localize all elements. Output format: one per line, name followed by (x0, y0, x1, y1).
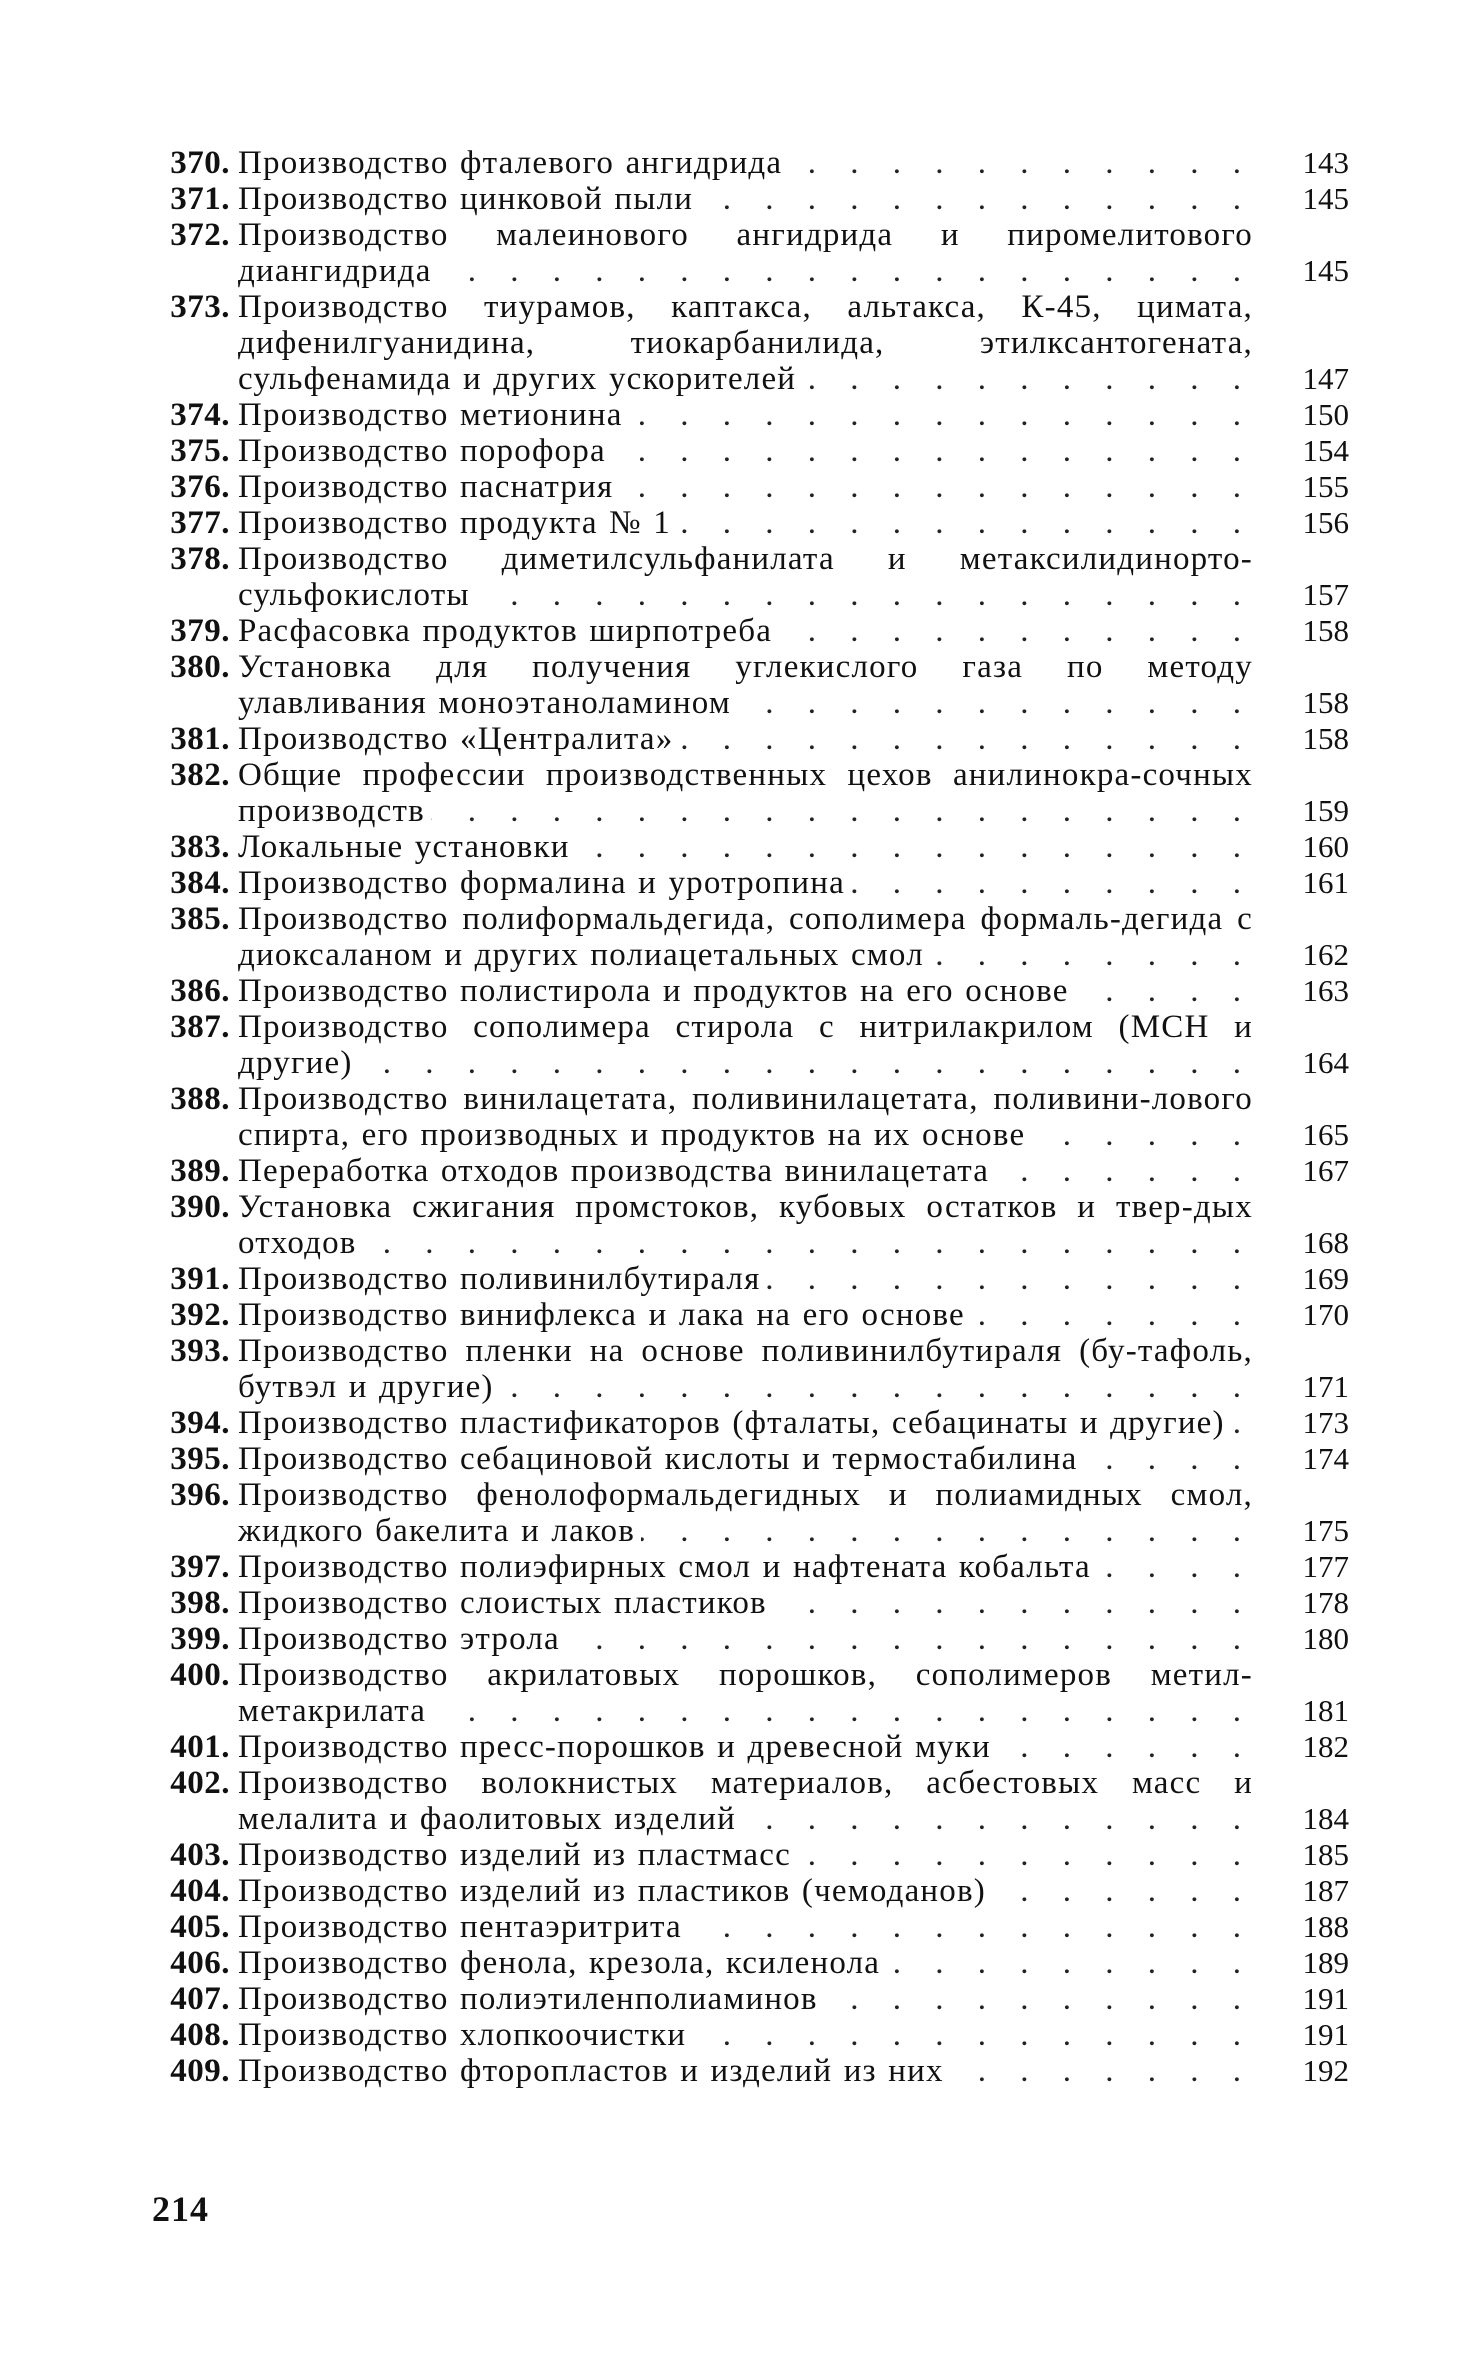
entry-number: 408. (170, 2017, 230, 2053)
entry-page: 189 (1302, 1945, 1349, 1980)
entry-title (238, 1981, 1253, 2017)
toc-entry (150, 217, 1355, 289)
entry-title-text: Производство изделий из пластиков (чемоданов) (238, 1873, 992, 1909)
entry-number: 374. (170, 397, 230, 433)
toc-entry (150, 1621, 1355, 1657)
page-number: 214 (152, 2189, 209, 2229)
entry-title (238, 1009, 1253, 1081)
entry-title (238, 1189, 1253, 1261)
entry-title (238, 649, 1253, 721)
entry-title-text: Производство полиэфирных смол и нафтената кобальта (238, 1549, 1097, 1585)
entry-title (238, 1621, 1253, 1657)
entry-number: 401. (170, 1729, 230, 1765)
table-of-contents (150, 145, 1355, 2089)
entry-title-text: Локальные установки (238, 829, 576, 865)
entry-number: 385. (170, 901, 230, 937)
toc-entry (150, 181, 1355, 217)
entry-number: 384. (170, 865, 230, 901)
entry-title (238, 721, 1253, 757)
entry-number: 370. (170, 145, 230, 181)
entry-title-text: Производство хлопкоочистки (238, 2017, 692, 2053)
entry-title (238, 1873, 1253, 1909)
entry-title (238, 1261, 1253, 1297)
entry-number: 393. (170, 1333, 230, 1369)
entry-title-text: Производство метионина (238, 397, 629, 433)
entry-title-text: Производство «Централита» (238, 721, 679, 757)
entry-title (238, 217, 1253, 289)
entry-title (238, 1729, 1253, 1765)
entry-number: 372. (170, 217, 230, 253)
entry-number: 380. (170, 649, 230, 685)
entry-page: 171 (1302, 1369, 1349, 1404)
entry-number: 390. (170, 1189, 230, 1225)
entry-title-text: Производство фенола, крезола, ксиленола (238, 1945, 886, 1981)
entry-page: 185 (1302, 1837, 1349, 1872)
entry-title (238, 541, 1253, 613)
entry-title (238, 901, 1253, 973)
toc-entry (150, 1657, 1355, 1729)
entry-title (238, 145, 1253, 181)
entry-number: 373. (170, 289, 230, 325)
entry-page: 161 (1302, 865, 1349, 900)
entry-page: 177 (1302, 1549, 1349, 1584)
toc-entry (150, 613, 1355, 649)
entry-number: 381. (170, 721, 230, 757)
entry-page: 156 (1302, 505, 1349, 540)
entry-page: 158 (1302, 721, 1349, 756)
toc-entry (150, 901, 1355, 973)
entry-page: 163 (1302, 973, 1349, 1008)
entry-page: 174 (1302, 1441, 1349, 1476)
entry-page: 143 (1302, 145, 1349, 180)
entry-title (238, 1297, 1253, 1333)
entry-title (238, 1441, 1253, 1477)
entry-title (238, 397, 1253, 433)
entry-page: 191 (1302, 2017, 1349, 2052)
entry-title-text: Производство полиэтиленполиаминов (238, 1981, 824, 2017)
entry-title (238, 829, 1253, 865)
entry-page: 145 (1302, 181, 1349, 216)
entry-title-text: Производство продукта № 1 (238, 505, 677, 541)
entry-title-text: Производство цинковой пыли (238, 181, 699, 217)
toc-entry (150, 1945, 1355, 1981)
entry-page: 168 (1302, 1225, 1349, 1260)
entry-page: 155 (1302, 469, 1349, 504)
entry-page: 154 (1302, 433, 1349, 468)
entry-page: 181 (1302, 1693, 1349, 1728)
entry-title (238, 469, 1253, 505)
entry-number: 395. (170, 1441, 230, 1477)
entry-title (238, 1945, 1253, 1981)
entry-title-text: Производство поливинилбутираля (238, 1261, 766, 1297)
entry-page: 187 (1302, 1873, 1349, 1908)
entry-number: 387. (170, 1009, 230, 1045)
entry-page: 145 (1302, 253, 1349, 288)
entry-title (238, 757, 1253, 829)
entry-number: 388. (170, 1081, 230, 1117)
toc-entry (150, 1909, 1355, 1945)
entry-title-text: Общие профессии производственных цехов анилинокра-сочных производств (238, 757, 1253, 829)
entry-number: 377. (170, 505, 230, 541)
entry-title (238, 181, 1253, 217)
toc-entry (150, 1729, 1355, 1765)
entry-title (238, 1837, 1253, 1873)
entry-title (238, 613, 1253, 649)
entry-number: 397. (170, 1549, 230, 1585)
entry-title-text: Производство пленки на основе поливинилбутираля (бу-тафоль, бутвэл и другие) (238, 1333, 1253, 1405)
entry-page: 160 (1302, 829, 1349, 864)
entry-page: 167 (1302, 1153, 1349, 1188)
toc-entry (150, 1009, 1355, 1081)
entry-page: 173 (1302, 1405, 1349, 1440)
toc-entry (150, 469, 1355, 505)
entry-number: 391. (170, 1261, 230, 1297)
toc-entry (150, 829, 1355, 865)
toc-entry (150, 1261, 1355, 1297)
entry-page: 175 (1302, 1513, 1349, 1548)
entry-title (238, 1405, 1253, 1441)
entry-title-text: Производство паснатрия (238, 469, 619, 505)
entry-title (238, 433, 1253, 469)
entry-title (238, 1549, 1253, 1585)
entry-title-text: Производство винилацетата, поливинилацетата, поливини-лового спирта, его производных и продуктов на их основе (238, 1081, 1253, 1153)
toc-entry (150, 2053, 1355, 2089)
toc-entry (150, 145, 1355, 181)
entry-title-text: Производство себациновой кислоты и термостабилина (238, 1441, 1083, 1477)
entry-title (238, 1909, 1253, 1945)
entry-number: 404. (170, 1873, 230, 1909)
entry-page: 147 (1302, 361, 1349, 396)
toc-entry (150, 865, 1355, 901)
entry-title-text: Производство волокнистых материалов, асбестовых масс и мелалита и фаолитовых изделий (238, 1765, 1253, 1837)
entry-page: 192 (1302, 2053, 1349, 2088)
toc-entry (150, 505, 1355, 541)
entry-title-text: Установка сжигания промстоков, кубовых остатков и твер-дых отходов (238, 1189, 1253, 1261)
entry-number: 375. (170, 433, 230, 469)
entry-title-text: Производство пентаэритрита (238, 1909, 688, 1945)
entry-title (238, 289, 1253, 397)
toc-entry (150, 289, 1355, 397)
entry-title-text: Переработка отходов производства винилацетата (238, 1153, 995, 1189)
toc-entry (150, 1405, 1355, 1441)
toc-entry (150, 1189, 1355, 1261)
toc-entry (150, 541, 1355, 613)
entry-title (238, 505, 1253, 541)
toc-entry (150, 1837, 1355, 1873)
entry-page: 150 (1302, 397, 1349, 432)
entry-page: 180 (1302, 1621, 1349, 1656)
toc-entry (150, 2017, 1355, 2053)
entry-title-text: Производство тиурамов, каптакса, альтакса, К-45, цимата, дифенилгуанидина, тиокарбанилида, этилксантогената, сульфенамида и других ускорителей (238, 289, 1253, 397)
entry-number: 376. (170, 469, 230, 505)
toc-entry (150, 433, 1355, 469)
entry-number: 383. (170, 829, 230, 865)
toc-entry (150, 1081, 1355, 1153)
toc-entry (150, 1441, 1355, 1477)
entry-title-text: Производство изделий из пластмасс (238, 1837, 797, 1873)
entry-title-text: Производство пластификаторов (фталаты, себацинаты и другие) (238, 1405, 1231, 1441)
entry-title-text: Производство фторопластов и изделий из них (238, 2053, 950, 2089)
toc-entry (150, 1585, 1355, 1621)
entry-number: 379. (170, 613, 230, 649)
entry-title-text: Расфасовка продуктов ширпотреба (238, 613, 778, 649)
toc-entry (150, 1549, 1355, 1585)
entry-title-text: Производство сополимера стирола с нитрилакрилом (МСН и другие) (238, 1009, 1253, 1081)
entry-page: 162 (1302, 937, 1349, 972)
entry-title-text: Производство фталевого ангидрида (238, 145, 788, 181)
entry-title (238, 1333, 1253, 1405)
entry-page: 188 (1302, 1909, 1349, 1944)
entry-title-text: Производство слоистых пластиков (238, 1585, 773, 1621)
entry-title-text: Производство этрола (238, 1621, 566, 1657)
entry-number: 402. (170, 1765, 230, 1801)
entry-page: 191 (1302, 1981, 1349, 2016)
entry-page: 158 (1302, 685, 1349, 720)
entry-page: 165 (1302, 1117, 1349, 1152)
entry-title-text: Производство формалина и уротропина (238, 865, 851, 901)
entry-number: 409. (170, 2053, 230, 2089)
entry-title-text: Производство диметилсульфанилата и метаксилидинорто-сульфокислоты (238, 541, 1253, 613)
entry-page: 164 (1302, 1045, 1349, 1080)
entry-title-text: Производство малеинового ангидрида и пиромелитового диангидрида (238, 217, 1253, 289)
entry-title (238, 865, 1253, 901)
entry-title (238, 1477, 1253, 1549)
entry-page: 182 (1302, 1729, 1349, 1764)
toc-entry (150, 397, 1355, 433)
entry-number: 392. (170, 1297, 230, 1333)
entry-title-text: Производство полистирола и продуктов на его основе (238, 973, 1075, 1009)
toc-entry (150, 1333, 1355, 1405)
entry-page: 184 (1302, 1801, 1349, 1836)
entry-number: 396. (170, 1477, 230, 1513)
toc-entry (150, 1477, 1355, 1549)
entry-page: 178 (1302, 1585, 1349, 1620)
toc-entry (150, 757, 1355, 829)
toc-entry (150, 649, 1355, 721)
entry-title-text: Производство фенолоформальдегидных и полиамидных смол, жидкого бакелита и лаков (238, 1477, 1253, 1549)
entry-number: 386. (170, 973, 230, 1009)
entry-number: 382. (170, 757, 230, 793)
toc-entry (150, 1153, 1355, 1189)
entry-title (238, 2053, 1253, 2089)
entry-number: 406. (170, 1945, 230, 1981)
entry-title (238, 1081, 1253, 1153)
entry-number: 400. (170, 1657, 230, 1693)
entry-title-text: Установка для получения углекислого газа по методу улавливания моноэтаноламином (238, 649, 1253, 721)
toc-entry (150, 1873, 1355, 1909)
entry-number: 399. (170, 1621, 230, 1657)
toc-entry (150, 1765, 1355, 1837)
entry-number: 389. (170, 1153, 230, 1189)
entry-number: 405. (170, 1909, 230, 1945)
entry-page: 158 (1302, 613, 1349, 648)
entry-number: 394. (170, 1405, 230, 1441)
toc-entry (150, 1297, 1355, 1333)
entry-title-text: Производство полиформальдегида, сополимера формаль-дегида с диоксаланом и других полиацетальных смол (238, 901, 1253, 973)
entry-title (238, 1585, 1253, 1621)
entry-number: 398. (170, 1585, 230, 1621)
entry-page: 159 (1302, 793, 1349, 828)
entry-page: 170 (1302, 1297, 1349, 1332)
toc-entry (150, 721, 1355, 757)
entry-title (238, 1657, 1253, 1729)
entry-title-text: Производство акрилатовых порошков, сополимеров метил-метакрилата (238, 1657, 1253, 1729)
entry-title (238, 2017, 1253, 2053)
entry-title (238, 973, 1253, 1009)
entry-number: 407. (170, 1981, 230, 2017)
entry-number: 371. (170, 181, 230, 217)
toc-entry (150, 1981, 1355, 2017)
entry-title-text: Производство порофора (238, 433, 612, 469)
entry-number: 378. (170, 541, 230, 577)
entry-title (238, 1765, 1253, 1837)
entry-title-text: Производство пресс-порошков и древесной муки (238, 1729, 997, 1765)
entry-title-text: Производство винифлекса и лака на его основе (238, 1297, 971, 1333)
entry-title (238, 1153, 1253, 1189)
toc-entry (150, 973, 1355, 1009)
entry-page: 169 (1302, 1261, 1349, 1296)
entry-number: 403. (170, 1837, 230, 1873)
entry-page: 157 (1302, 577, 1349, 612)
